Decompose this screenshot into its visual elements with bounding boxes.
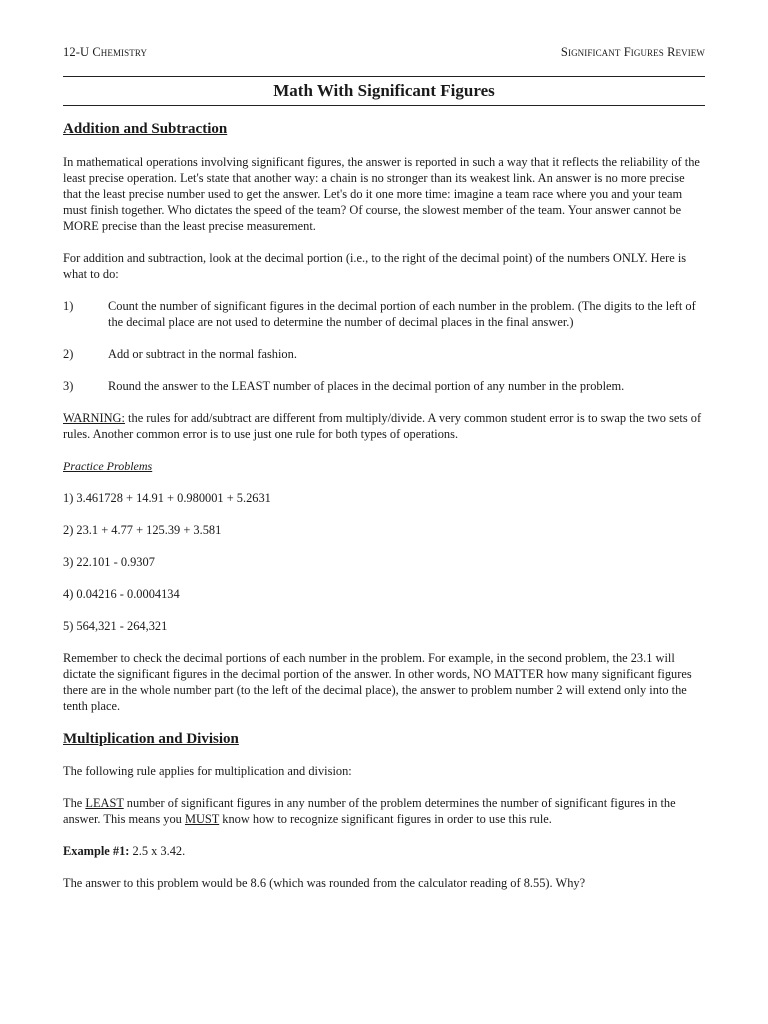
practice-problem: 4) 0.04216 - 0.0004134 bbox=[63, 587, 180, 601]
document-body bbox=[63, 118, 705, 891]
rule-text: The bbox=[63, 796, 86, 810]
practice-problem: 2) 23.1 + 4.77 + 125.39 + 3.581 bbox=[63, 523, 222, 537]
page-title: Math With Significant Figures bbox=[273, 81, 495, 100]
running-header bbox=[63, 45, 705, 61]
addition-lead: For addition and subtraction, look at the decimal portion (i.e., to the right of the decimal point) of the numbers ONLY. Here is what to do: bbox=[63, 251, 687, 281]
addition-heading: Addition and Subtraction bbox=[63, 121, 228, 137]
remember-paragraph: Remember to check the decimal portions of each number in the problem. For example, in the second problem, the 23.1 will dictate the significant figures in the decimal portion of the answer. In other words, NO MATTER how many significant figures there are in the whole number part (to the left of the decimal place), the answer to problem number 2 will extend only into the tenth place. bbox=[63, 651, 692, 713]
must-emphasis: MUST bbox=[184, 812, 220, 826]
practice-problem: 3) 22.101 - 0.9307 bbox=[63, 555, 155, 569]
example-label: Example #1: bbox=[63, 844, 130, 858]
warning-text: the rules for add/subtract are different from multiply/divide. A very common student error is to swap the two sets of rules. Another common error is to use just one rule for both types of operations. bbox=[63, 411, 702, 441]
multiplication-heading: Multiplication and Division bbox=[63, 731, 239, 747]
practice-heading bbox=[63, 458, 705, 474]
rule-text: know how to recognize significant figures in order to use this rule. bbox=[219, 812, 552, 826]
addition-intro: In mathematical operations involving significant figures, the answer is reported in such a way that it reflects the reliability of the least precise operation. Let's state that another way: a chain is no stronger than its weakest link. An answer is no more precise that the least precise number used to get the answer. Let's do it one more time: imagine a team race where you and your team must finish together. Who dictates the speed of the team? Of course, the slowest member of the team. Your answer cannot be MORE precise than the least precise measurement. bbox=[63, 155, 700, 233]
example-text: 2.5 x 3.42. bbox=[129, 844, 186, 858]
warning-label: WARNING: bbox=[63, 411, 125, 425]
practice-label: Practice Problems bbox=[63, 459, 153, 473]
example-paragraph bbox=[63, 843, 705, 859]
rule-paragraph bbox=[63, 795, 705, 827]
section-label: Significant Figures Review bbox=[560, 45, 705, 59]
step-item bbox=[63, 346, 705, 362]
practice-problem: 1) 3.461728 + 14.91 + 0.980001 + 5.2631 bbox=[63, 491, 271, 505]
practice-problem: 5) 564,321 - 264,321 bbox=[63, 619, 168, 633]
step-text: Round the answer to the LEAST number of places in the decimal portion of any number in the problem. bbox=[108, 379, 625, 393]
rule-intro: The following rule applies for multiplication and division: bbox=[63, 764, 352, 778]
least-emphasis: LEAST bbox=[85, 796, 124, 810]
warning-paragraph bbox=[63, 410, 705, 442]
title-block bbox=[63, 76, 705, 106]
step-item bbox=[63, 298, 705, 330]
rule-text: number of significant figures in any number of the problem determines the number of significant figures in the answer. This means you bbox=[63, 796, 676, 826]
step-text: Add or subtract in the normal fashion. bbox=[108, 347, 297, 361]
course-label: 12-U Chemistry bbox=[63, 45, 148, 59]
step-number: 2) bbox=[63, 347, 74, 361]
step-item bbox=[63, 378, 705, 394]
step-text: Count the number of significant figures in the decimal portion of each number in the problem. (The digits to the left of the decimal place are not used to determine the number of decimal places in the final answer.) bbox=[108, 299, 696, 329]
step-number: 1) bbox=[63, 299, 74, 313]
answer-paragraph: The answer to this problem would be 8.6 (which was rounded from the calculator reading of 8.55). Why? bbox=[63, 876, 586, 890]
step-number: 3) bbox=[63, 379, 74, 393]
